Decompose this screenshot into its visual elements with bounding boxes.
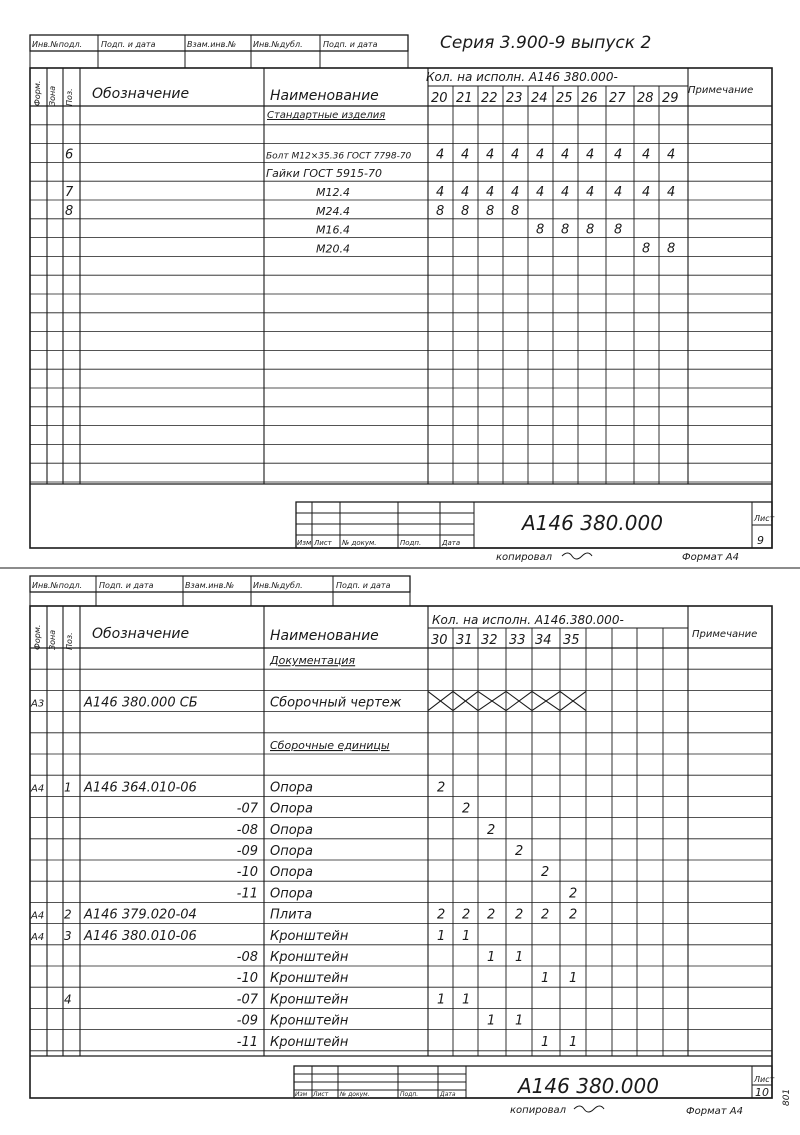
variant-header: 21	[456, 91, 473, 106]
row-position: 4	[64, 992, 72, 1007]
qty-cell: 2	[487, 907, 496, 923]
title-block	[294, 1066, 775, 1099]
row-designation: -10	[236, 971, 258, 987]
row-designation: -11	[236, 1034, 258, 1050]
tb-label: № докум.	[340, 1091, 370, 1098]
row-designation: -09	[236, 844, 258, 859]
tb-label: № докум.	[342, 539, 377, 547]
col-name: Наименование	[270, 628, 379, 644]
row-designation: -10	[236, 865, 258, 881]
variant-header: 26	[581, 91, 598, 106]
stamp-label: Инв.№подл.	[32, 581, 83, 590]
qty-cell: 1	[437, 992, 446, 1008]
qty-cell: 8	[511, 203, 520, 219]
qty-cell: 1	[515, 1013, 524, 1029]
variant-header: 31	[456, 633, 473, 648]
spec-rows	[30, 654, 586, 1050]
col-format: Форм.	[33, 624, 42, 650]
qty-cell: 4	[536, 147, 545, 163]
tb-label: Изм	[295, 1091, 308, 1098]
col-zone: Зона	[48, 629, 57, 650]
qty-cell: 2	[569, 886, 578, 902]
tb-label: Подп.	[400, 1091, 419, 1098]
qty-cell: 4	[586, 147, 595, 163]
spec-table	[30, 68, 772, 484]
qty-cell: 8	[561, 222, 570, 238]
row-designation: -11	[236, 886, 258, 902]
qty-cell: 8	[536, 222, 545, 238]
qty-cell: 8	[642, 241, 651, 257]
row-name: Кронштейн	[270, 950, 349, 965]
sheet-frame	[30, 68, 772, 548]
variant-header: 25	[556, 91, 573, 106]
qty-cell: 1	[462, 928, 471, 944]
row-designation: -07	[236, 801, 258, 817]
tb-label: Дата	[440, 1091, 456, 1098]
sheet-label: Лист	[754, 1075, 775, 1084]
sheet-9	[30, 33, 775, 563]
row-format: А4	[31, 783, 45, 795]
format-label: Формат А4	[686, 1106, 743, 1117]
qty-cell: 4	[436, 147, 445, 163]
qty-cell: 2	[541, 907, 550, 923]
qty-cell: 4	[667, 185, 676, 200]
qty-cell: 1	[487, 950, 496, 965]
qty-cell: 2	[569, 907, 578, 923]
row-designation: -09	[236, 1013, 258, 1029]
stamp-label: Подп. и дата	[99, 581, 154, 590]
doc-number: А146 380.000	[518, 1074, 659, 1098]
row-designation: А146 380.000 СБ	[84, 695, 198, 711]
qty-cell: 4	[642, 147, 651, 163]
qty-cell: 8	[436, 203, 445, 219]
row-position: 2	[64, 907, 72, 922]
variant-header: 20	[431, 91, 448, 106]
variant-header: 28	[637, 91, 654, 106]
row-name: Болт М12×35.36 ГОСТ 7798-70	[266, 151, 412, 162]
row-name: Кронштейн	[270, 1013, 349, 1029]
tb-label: Дата	[442, 539, 461, 547]
header-stamp	[30, 35, 408, 68]
qty-cell: 4	[561, 185, 570, 200]
variant-header: 35	[563, 633, 580, 648]
row-name: Сборочный чертеж	[270, 695, 402, 711]
row-position: 3	[64, 928, 72, 943]
qty-cell: 2	[515, 844, 524, 859]
row-name: М12.4	[316, 186, 350, 199]
row-name: Кронштейн	[270, 928, 349, 944]
sheet-number: 10	[755, 1086, 769, 1099]
variant-header: 30	[431, 633, 448, 648]
tb-label: Изм	[297, 539, 312, 547]
copied-label: копировал	[496, 552, 553, 563]
stamp-label: Подп. и дата	[336, 581, 391, 590]
variant-header: 32	[481, 633, 498, 648]
qty-cell: 2	[541, 865, 550, 881]
qty-cell: 4	[536, 185, 545, 200]
qty-cell: 1	[569, 1034, 578, 1050]
qty-cell: 1	[515, 950, 524, 965]
stamp-label: Подп. и дата	[101, 40, 156, 49]
qty-cell: 4	[614, 185, 623, 200]
stamp-label: Инв.№дубл.	[253, 581, 303, 590]
row-name: М24.4	[316, 204, 350, 218]
qty-cell: 4	[614, 147, 623, 163]
row-name: Документация	[270, 654, 356, 668]
sheet-number: 9	[757, 534, 764, 547]
row-designation: А146 364.010-06	[84, 780, 197, 796]
qty-cell: 2	[437, 907, 446, 923]
series-title: Серия 3.900-9 выпуск 2	[440, 33, 652, 53]
stamp-label: Подп. и дата	[323, 40, 378, 49]
qty-cell: 4	[586, 185, 595, 200]
row-name: Кронштейн	[270, 992, 349, 1008]
qty-cell: 2	[515, 907, 524, 923]
row-designation: А146 379.020-04	[84, 907, 197, 923]
tb-label: Лист	[314, 539, 332, 547]
qty-cell: 2	[437, 780, 446, 796]
header-stamp	[30, 576, 410, 606]
variant-header: 24	[531, 91, 548, 106]
variant-header: 29	[662, 91, 679, 106]
row-designation: -08	[236, 822, 258, 838]
row-position: 7	[65, 185, 74, 200]
stamp-label: Инв.№подл.	[32, 40, 83, 49]
qty-cell: 1	[487, 1013, 496, 1029]
copier-signature	[562, 553, 592, 559]
copier-signature	[574, 1106, 604, 1112]
spec-rows	[65, 147, 675, 256]
qty-cell: 1	[541, 971, 550, 987]
sheet-label: Лист	[754, 514, 775, 523]
variant-headers	[431, 91, 679, 106]
qty-cell: 4	[667, 147, 676, 163]
row-name: Опора	[270, 886, 313, 902]
qty-cell: 2	[462, 801, 471, 817]
qty-cell: 1	[541, 1034, 550, 1050]
copied-label: копировал	[510, 1105, 567, 1116]
row-name: М16.4	[316, 223, 350, 237]
qty-cell: 4	[436, 185, 445, 200]
col-format: Форм.	[33, 80, 42, 106]
row-name: Опора	[270, 822, 313, 838]
row-position: 1	[64, 780, 72, 795]
section-standard-items: Стандартные изделия	[267, 110, 386, 121]
tb-label: Подп.	[400, 539, 422, 547]
variant-header: 22	[481, 91, 498, 106]
qty-cell: 4	[486, 185, 495, 200]
variant-header: 23	[506, 91, 523, 106]
col-designation: Обозначение	[92, 86, 190, 102]
qty-cell: 4	[511, 147, 520, 163]
row-designation: А146 380.010-06	[84, 928, 197, 944]
row-name: Гайки ГОСТ 5915-70	[266, 167, 382, 181]
row-name: Опора	[270, 801, 313, 817]
col-pos: Поз.	[65, 88, 74, 106]
row-format: А3	[31, 698, 45, 710]
col-zone: Зона	[48, 85, 57, 106]
doc-number: А146 380.000	[522, 511, 663, 535]
col-note: Примечание	[692, 629, 758, 640]
qty-cell: 4	[642, 185, 651, 200]
qty-cell: 8	[667, 241, 676, 257]
row-format: А4	[31, 931, 45, 943]
row-name: Кронштейн	[270, 971, 349, 987]
title-block	[296, 502, 775, 548]
row-name: Опора	[270, 780, 313, 796]
stamp-label: Взам.инв.№	[185, 581, 235, 590]
stamp-label: Взам.инв.№	[187, 40, 237, 49]
tb-label: Лист	[313, 1091, 329, 1098]
variant-header: 33	[509, 633, 526, 648]
col-note: Примечание	[688, 85, 754, 96]
qty-cell: 4	[461, 185, 470, 200]
row-format: А4	[31, 910, 45, 922]
row-position: 6	[65, 147, 74, 163]
qty-cell: 4	[511, 185, 520, 200]
spec-table	[30, 606, 772, 1056]
qty-cell: 4	[461, 147, 470, 163]
row-name: Опора	[270, 865, 313, 881]
margin-mark: 801	[782, 1088, 792, 1106]
row-name: Опора	[270, 844, 313, 859]
variant-header: 34	[535, 633, 552, 648]
qty-cell: 1	[437, 928, 446, 944]
qty-cell: 8	[486, 203, 495, 219]
col-name: Наименование	[270, 88, 379, 104]
qty-cell: 8	[461, 203, 470, 219]
qty-cell: 1	[462, 992, 471, 1008]
row-designation: -07	[236, 992, 258, 1008]
qty-cell: 8	[614, 222, 623, 238]
qty-cell: 4	[486, 147, 495, 163]
qty-cell: 2	[487, 822, 496, 838]
row-designation: -08	[236, 950, 258, 965]
col-designation: Обозначение	[92, 626, 190, 642]
col-qty-title: Кол. на исполн. А146.380.000-	[432, 613, 624, 627]
row-position: 8	[65, 203, 74, 219]
row-name: Кронштейн	[270, 1034, 349, 1050]
sheet-frame	[30, 606, 772, 1098]
stamp-label: Инв.№дубл.	[253, 40, 303, 49]
row-name: Сборочные единицы	[270, 739, 390, 752]
qty-cell: 4	[561, 147, 570, 163]
row-name: М20.4	[316, 242, 350, 256]
row-name: Плита	[270, 907, 313, 923]
qty-cell: 8	[586, 222, 595, 238]
variant-header: 27	[609, 91, 626, 106]
col-pos: Поз.	[65, 632, 74, 650]
qty-cell: 1	[569, 971, 578, 987]
col-qty-title: Кол. на исполн. А146 380.000-	[426, 70, 618, 84]
qty-cell: 2	[462, 907, 471, 923]
sheet-10	[30, 576, 792, 1117]
format-label: Формат А4	[682, 552, 739, 563]
